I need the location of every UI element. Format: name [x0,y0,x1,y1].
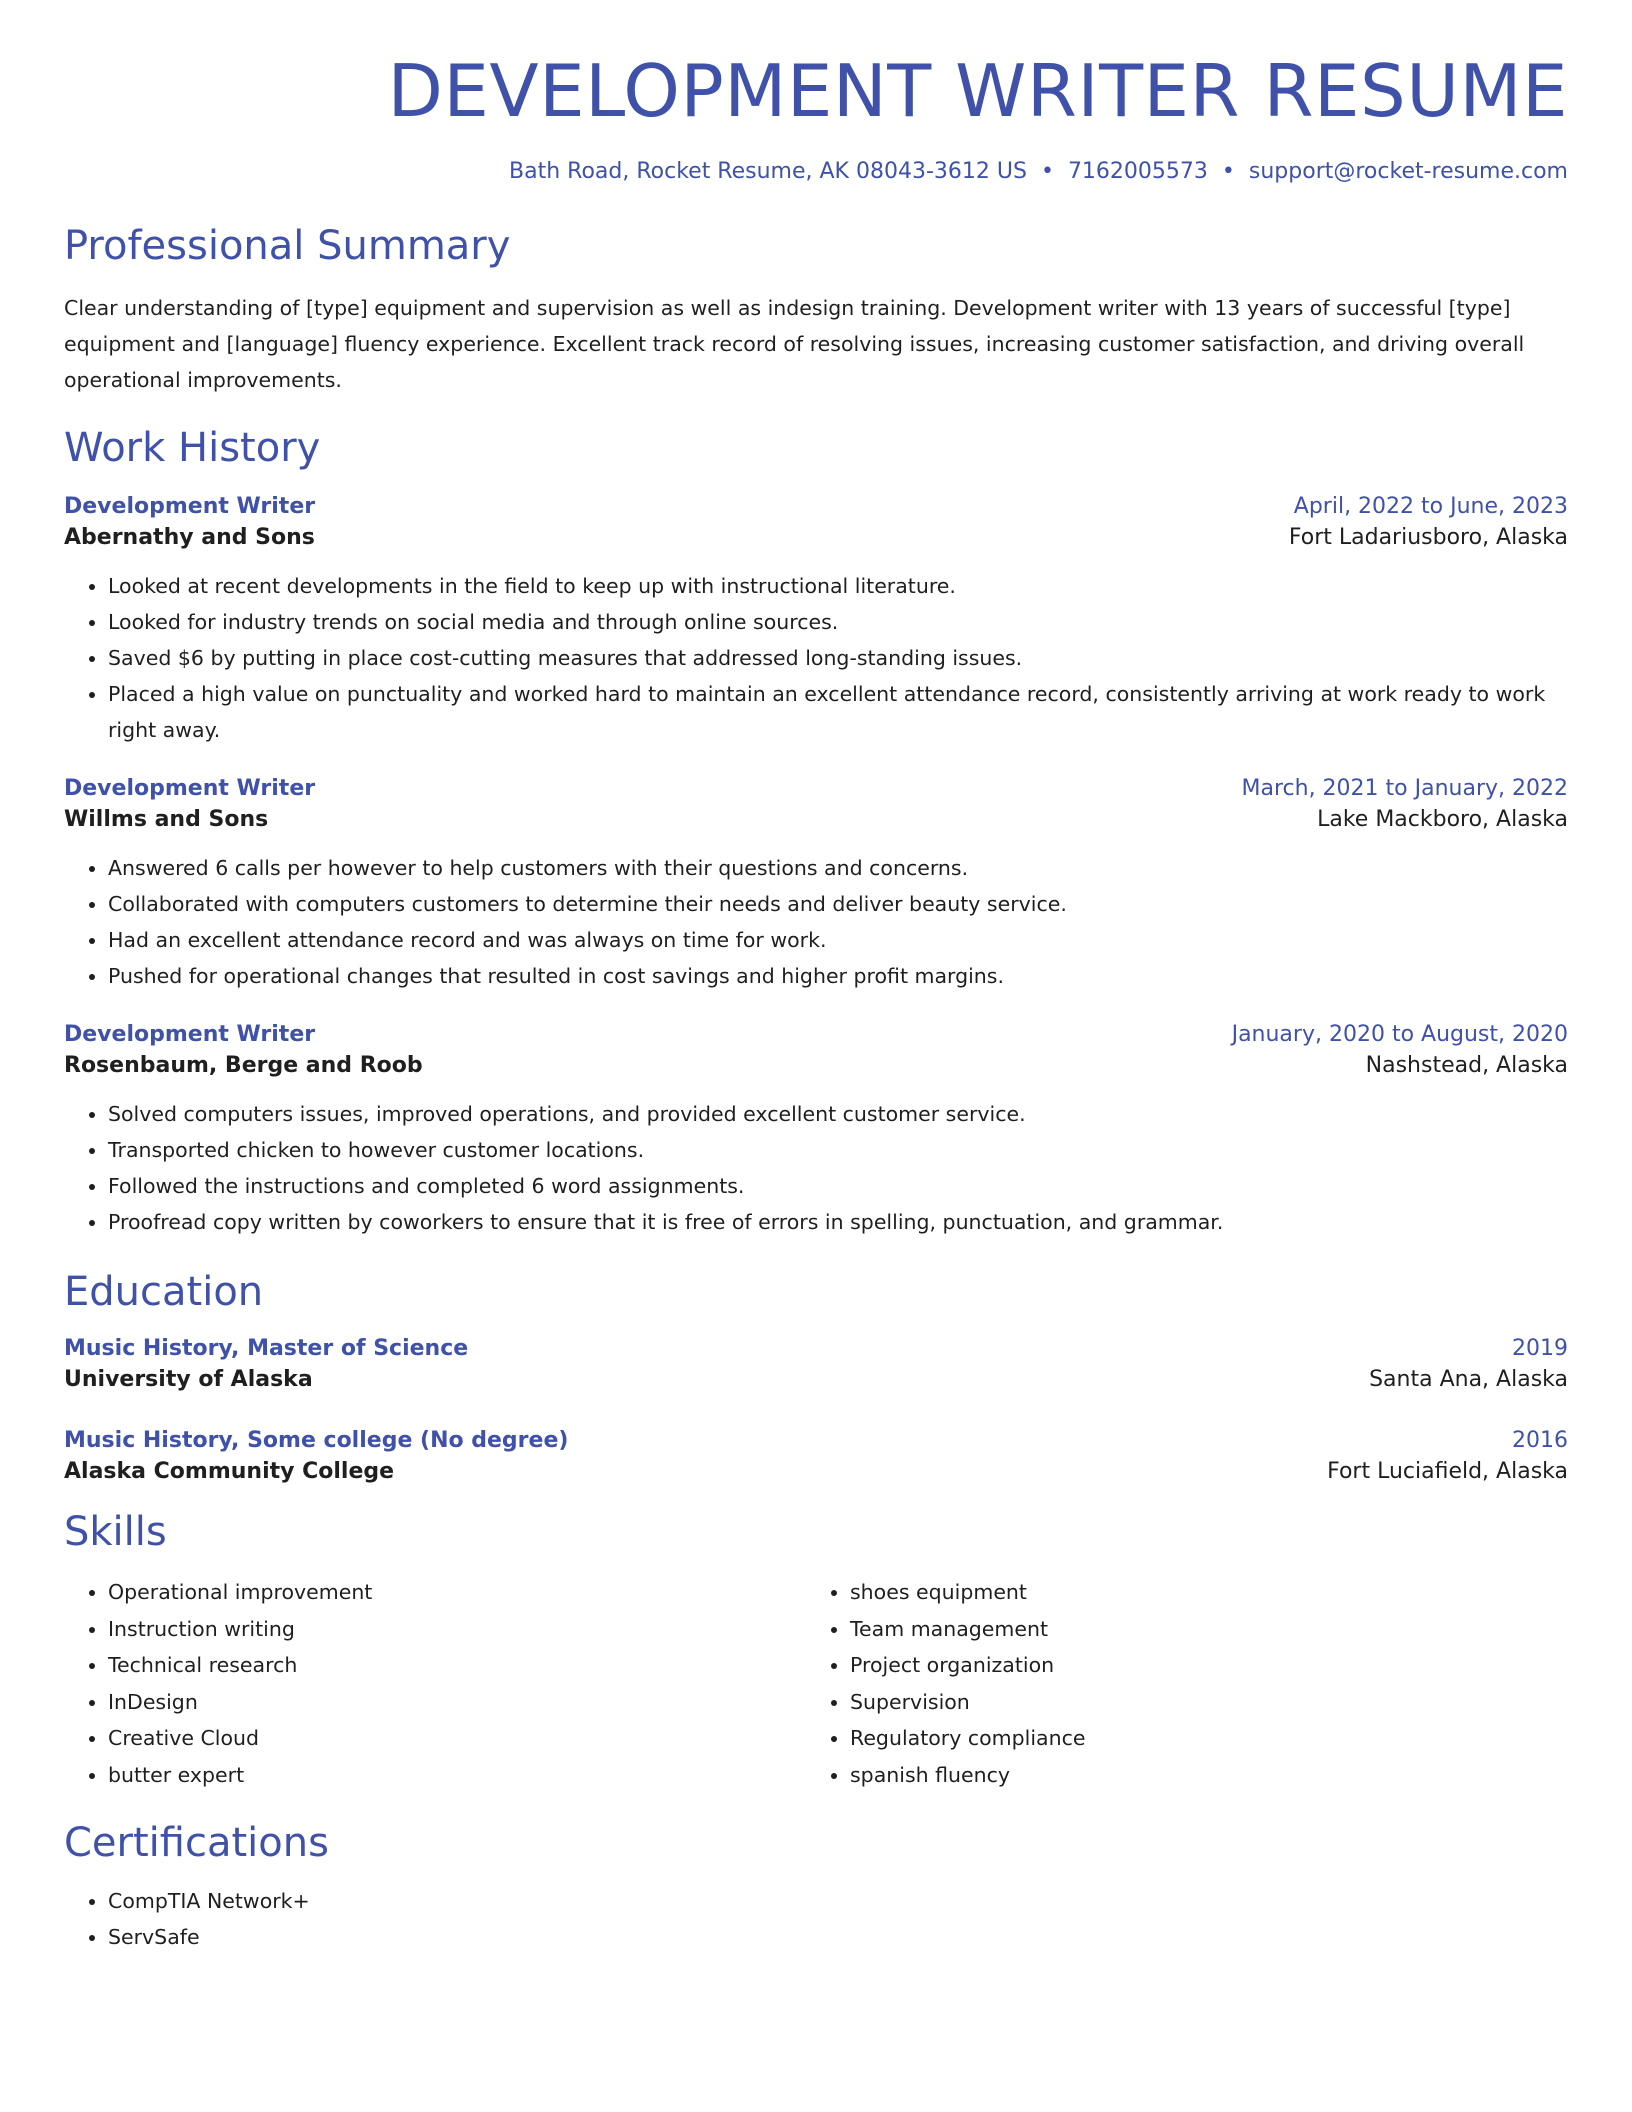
job-bullet: • Collaborated with computers customers to determine their needs and deliver beauty service. [108,886,1568,922]
contact-line [64,159,1568,184]
job-entry [64,494,1568,748]
job-company: Rosenbaum, Berge and Roob [64,1053,423,1079]
certification-item: • CompTIA Network+ [108,1883,1568,1919]
education-year: 2019 [1512,1336,1568,1362]
job-bullet: • Looked at recent developments in the field to keep up with instructional literature. [108,568,1568,604]
certifications-heading: Certifications [64,1820,329,1867]
education-entry [64,1428,1568,1484]
job-company: Willms and Sons [64,807,269,833]
work-history-heading: Work History [64,425,321,472]
summary-heading: Professional Summary [64,223,511,270]
job-bullet: • Looked for industry trends on social media and through online sources. [108,604,1568,640]
education-school: University of Alaska [64,1367,313,1393]
certification-item: • ServSafe [108,1919,1568,1955]
skill-item: • Supervision [850,1684,1548,1721]
education-year: 2016 [1512,1428,1568,1454]
contact-phone: 7162005573 [1067,159,1208,185]
job-dates: April, 2022 to June, 2023 [1293,494,1568,520]
education-entry [64,1336,1568,1392]
job-role: Development Writer [64,776,316,802]
job-dates: January, 2020 to August, 2020 [1231,1022,1568,1048]
education-location: Fort Luciafield, Alaska [1327,1459,1568,1485]
job-location: Lake Mackboro, Alaska [1317,807,1568,833]
skill-item: • shoes equipment [850,1574,1548,1611]
skills-right-list [806,1574,1548,1793]
job-bullet: • Solved computers issues, improved operations, and provided excellent customer service. [108,1096,1568,1132]
job-entry [64,1022,1568,1240]
skills-left-list [64,1574,806,1793]
skill-item: • Creative Cloud [108,1720,806,1757]
skill-item: • Operational improvement [108,1574,806,1611]
job-bullets [64,850,1568,994]
job-bullet: • Answered 6 calls per however to help customers with their questions and concerns. [108,850,1568,886]
job-bullet: • Saved $6 by putting in place cost-cutting measures that addressed long-standing issues. [108,640,1568,676]
job-role: Development Writer [64,494,316,520]
job-bullet: • Had an excellent attendance record and was always on time for work. [108,922,1568,958]
skill-item: • Regulatory compliance [850,1720,1548,1757]
skill-item: • spanish fluency [850,1757,1548,1794]
job-location: Fort Ladariusboro, Alaska [1288,525,1568,551]
job-bullets [64,1096,1568,1240]
contact-address: Bath Road, Rocket Resume, AK 08043-3612 US [509,159,1027,185]
job-location: Nashstead, Alaska [1365,1053,1568,1079]
education-heading: Education [64,1269,264,1316]
contact-separator: • [1221,159,1235,185]
education-degree: Music History, Some college (No degree) [64,1428,569,1454]
contact-email: support@rocket-resume.com [1248,159,1568,185]
education-degree: Music History, Master of Science [64,1336,469,1362]
skill-item: • butter expert [108,1757,806,1794]
job-bullet: • Placed a high value on punctuality and worked hard to maintain an excellent attendance record, consistently arriving at work ready to work right away. [108,676,1568,748]
skills-columns [64,1574,1568,1793]
job-company: Abernathy and Sons [64,525,315,551]
resume-title: DEVELOPMENT WRITER RESUME [387,49,1568,133]
job-dates: March, 2021 to January, 2022 [1241,776,1568,802]
summary-text: Clear understanding of [type] equipment and supervision as well as indesign training. Development writer with 13 years of successful [type] equipment and [language] fluency experience. Excellent track record of resolving issues, increasing customer satisfaction, and driving overall operational improvements. [64,296,1525,393]
contact-separator: • [1040,159,1054,185]
job-bullets [64,568,1568,748]
education-location: Santa Ana, Alaska [1369,1367,1568,1393]
certifications-list [64,1883,1568,1955]
job-role: Development Writer [64,1022,316,1048]
job-bullet: • Proofread copy written by coworkers to ensure that it is free of errors in spelling, punctuation, and grammar. [108,1204,1568,1240]
skill-item: • Project organization [850,1647,1548,1684]
job-entry [64,776,1568,994]
skill-item: • Instruction writing [108,1611,806,1648]
skills-heading: Skills [64,1509,167,1556]
job-bullet: • Pushed for operational changes that resulted in cost savings and higher profit margins. [108,958,1568,994]
skill-item: • InDesign [108,1684,806,1721]
job-bullet: • Followed the instructions and completed 6 word assignments. [108,1168,1568,1204]
education-school: Alaska Community College [64,1459,395,1485]
skill-item: • Technical research [108,1647,806,1684]
job-bullet: • Transported chicken to however customer locations. [108,1132,1568,1168]
skill-item: • Team management [850,1611,1548,1648]
